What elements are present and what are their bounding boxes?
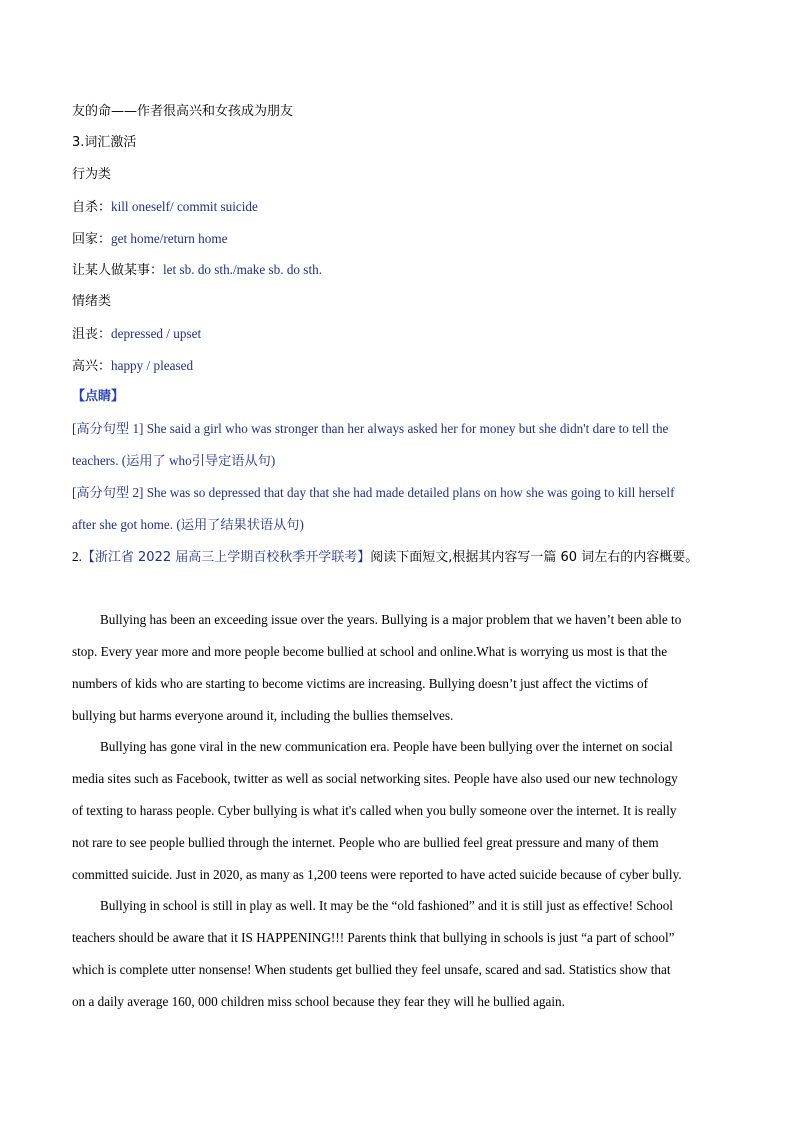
vocab-item	[72, 198, 258, 217]
highlight-heading: 【点睛】	[72, 389, 125, 404]
passage-line: stop. Every year more and more people become bullied at school and online.What is worrying us most is that the	[72, 644, 668, 659]
vocab-item	[72, 357, 193, 376]
vocab-value: happy / pleased	[111, 358, 194, 373]
vocab-item	[72, 230, 227, 249]
passage-line: teachers should be aware that it IS HAPPENING!!! Parents think that bullying in schools is just “a part of school”	[72, 930, 675, 945]
category-heading-emotion: 情绪类	[72, 294, 112, 309]
vocab-item	[72, 261, 322, 280]
question-instruction: 阅读下面短文,根据其内容写一篇 60 词左右的内容概要。	[370, 550, 699, 565]
category-heading-behavior: 行为类	[72, 167, 112, 182]
vocab-label: 沮丧：	[72, 327, 112, 342]
passage-line: on a daily average 160, 000 children miss school because they fear they will he bullied again.	[72, 994, 565, 1009]
vocab-value: kill oneself/ commit suicide	[111, 199, 258, 214]
passage-line: bullying but harms everyone around it, including the bullies themselves.	[72, 708, 454, 723]
sentence-1-line-2: teachers. (运用了 who引导定语从句)	[72, 453, 276, 468]
passage-line: Bullying has been an exceeding issue over the years. Bullying is a major problem that we haven’t been able to	[100, 612, 682, 627]
vocab-value: let sb. do sth./make sb. do sth.	[163, 262, 322, 277]
vocab-value: get home/return home	[111, 231, 228, 246]
vocab-label: 高兴：	[72, 359, 112, 374]
passage-line: media sites such as Facebook, twitter as well as social networking sites. People have also used our new technology	[72, 771, 678, 786]
passage-line: which is complete utter nonsense! When students get bullied they feel unsafe, scared and sad. Statistics show that	[72, 962, 671, 977]
vocab-label: 自杀：	[72, 200, 112, 215]
passage-line: numbers of kids who are starting to become victims are increasing. Bullying doesn’t just affect the victims of	[72, 676, 648, 691]
vocab-value: depressed / upset	[111, 326, 202, 341]
passage-line: not rare to see people bullied through the internet. People who are bullied feel great pressure and many of them	[72, 835, 659, 850]
vocab-label: 回家：	[72, 232, 112, 247]
sentence-1-line-1: [高分句型 1] She said a girl who was stronger than her always asked her for money but she didn't dare to tell the	[72, 421, 669, 436]
question-number: 2.	[72, 549, 82, 564]
passage-line: of texting to harass people. Cyber bullying is what it's called when you bully someone over the internet. It is really	[72, 803, 677, 818]
summary-line: 友的命——作者很高兴和女孩成为朋友	[72, 104, 294, 119]
passage-line: Bullying has gone viral in the new communication era. People have been bullying over the internet on social	[100, 739, 673, 754]
section-heading-vocab: 3.词汇激活	[72, 135, 137, 150]
sentence-2-line-2: after she got home. (运用了结果状语从句)	[72, 517, 304, 532]
sentence-2-line-1: [高分句型 2] She was so depressed that day that she had made detailed plans on how she was going to kill herself	[72, 485, 675, 500]
vocab-item	[72, 325, 201, 344]
passage-line: committed suicide. Just in 2020, as many as 1,200 teens were reported to have acted suicide because of cyber bully.	[72, 867, 682, 882]
passage-line: Bullying in school is still in play as well. It may be the “old fashioned” and it is still just as effective! School	[100, 898, 673, 913]
question-source: 【浙江省 2022 届高三上学期百校秋季开学联考】	[81, 550, 371, 565]
vocab-label: 让某人做某事：	[72, 263, 164, 278]
question-prompt	[72, 548, 698, 567]
